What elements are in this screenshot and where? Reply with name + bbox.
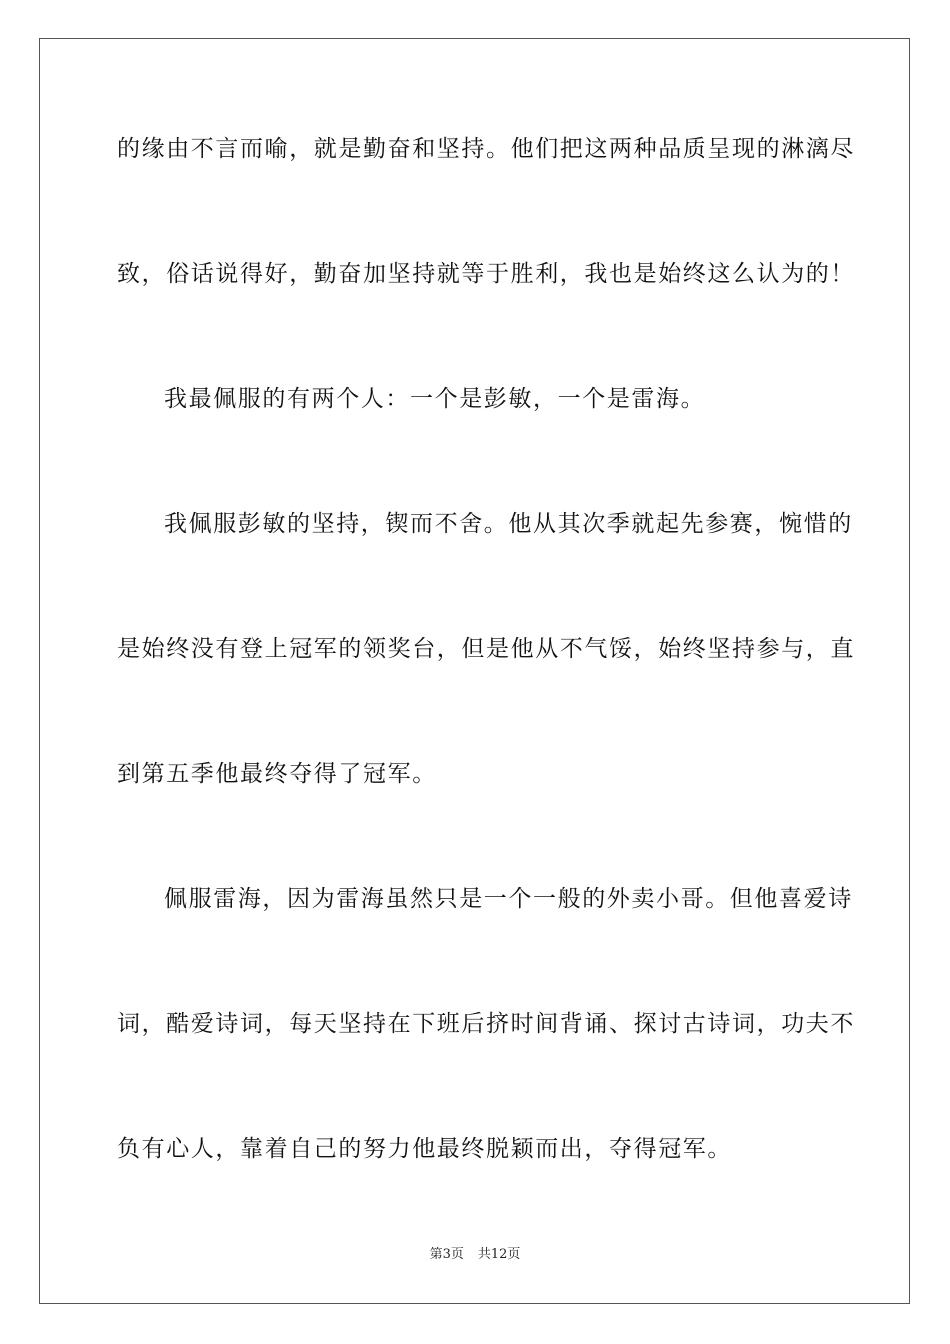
page-footer (0, 1246, 950, 1264)
page-number: 第3页 (429, 1247, 464, 1262)
paragraph-line: 佩服雷海，因为雷海虽然只是一个一般的外卖小哥。但他喜爱诗 (164, 886, 853, 912)
paragraph-line: 是始终没有登上冠军的领奖台，但是他从不气馁，始终坚持参与，直 (117, 636, 855, 662)
page-border (39, 38, 910, 1304)
paragraph-line: 我最佩服的有两个人：一个是彭敏，一个是雷海。 (164, 386, 706, 412)
paragraph-line: 负有心人，靠着自己的努力他最终脱颖而出，夺得冠军。 (117, 1136, 732, 1162)
paragraph-line: 词，酷爱诗词，每天坚持在下班后挤时间背诵、探讨古诗词，功夫不 (117, 1011, 855, 1037)
paragraph-line: 到第五季他最终夺得了冠军。 (117, 761, 437, 787)
paragraph-line: 我佩服彭敏的坚持，锲而不舍。他从其次季就起先参赛，惋惜的 (164, 511, 853, 537)
page-total: 共12页 (477, 1247, 521, 1262)
paragraph-line: 的缘由不言而喻，就是勤奋和坚持。他们把这两种品质呈现的淋漓尽 (117, 136, 855, 162)
paragraph-line: 致，俗话说得好，勤奋加坚持就等于胜利，我也是始终这么认为的！ (117, 261, 855, 287)
